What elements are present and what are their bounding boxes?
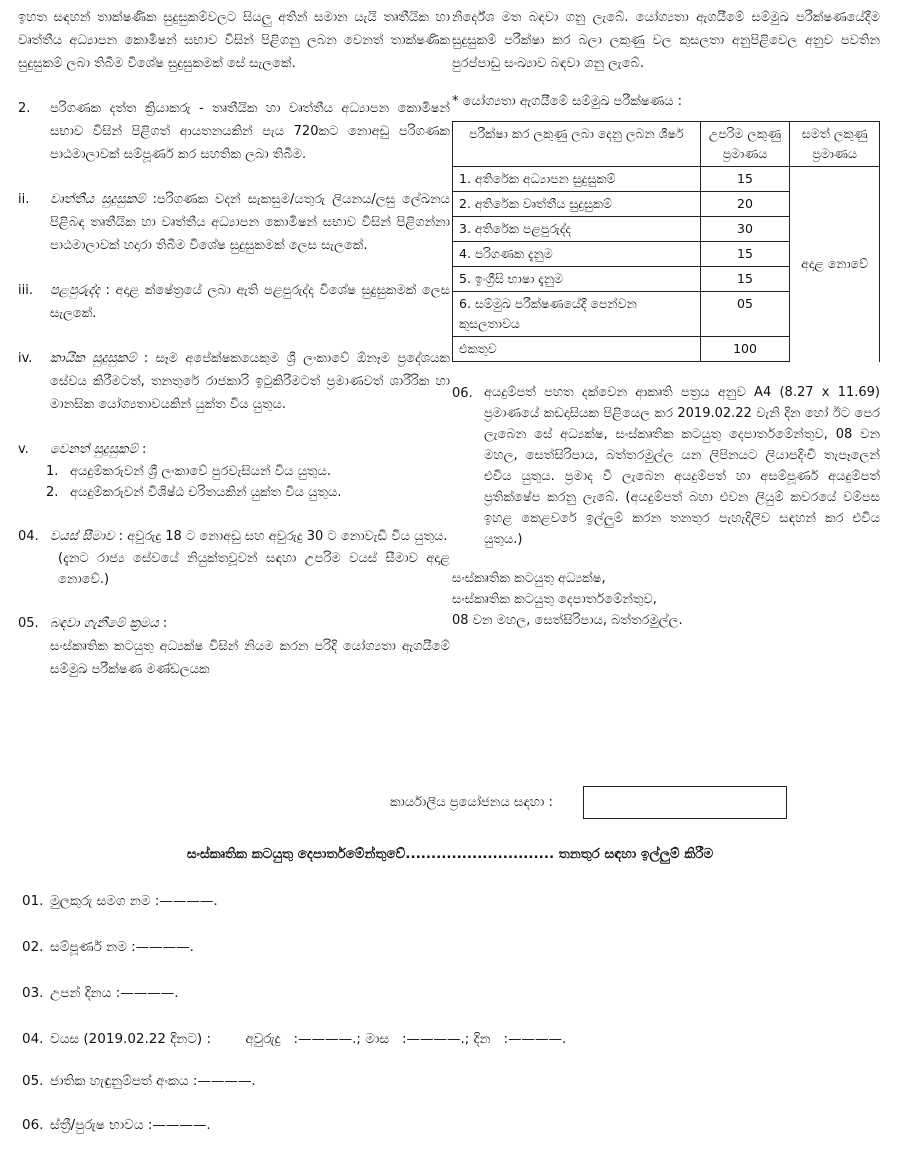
item-text: :: [158, 616, 168, 631]
item-heading: බඳවා ගැනීමේ ක්‍රමය: [50, 616, 159, 631]
item-text: අයදුම්පත් පහත දක්වෙන ආකෘති පත්‍රය අනුව A4 (8.27 x 11.69) ප්‍රමාණයේ කඩදාසියක පිළියෙල කර 2019.02.22 වැනි දින හෝ ඊට පෙර ලැබෙන සේ අධ්‍යක්ෂ, සංස්කෘතික කටයුතු දෙපාර්තමේන්තුව, 08 වන මහල, සෙත්සිරිපාය, බත්තරමුල්ල යන ලිපිනයට ලියාපදිංචි තැපෑලෙන් එවිය යුතුය. ප්‍රමාද වී ලැබෙන අයදුම්පත් හා අසම්පූර්ණ අයදුම්පත් ප්‍රතික්ෂේප කරනු ලැබේ. (අයදුම්පත් බහා එවන ලියුම් කවරයේ වම්පස ඉහළ කෙළවරේ ඉල්ලුම් කරන තනතුර පැහැදිලිව සඳහන් කර එවිය යුතුය.): [484, 385, 880, 547]
item-heading: කායික සුදුසුකම්: [50, 351, 137, 366]
table-header-row: [453, 122, 880, 167]
item-iii: [18, 279, 450, 325]
field-number: 05.: [22, 1073, 44, 1089]
age-note: (දැනට රාජ්‍ය සේවයේ නියුක්තවූවන් සඳහා උපරිම වයස් සීමාව අදාළ නොවේ.): [58, 551, 450, 587]
row-label: 1. අතිරේක අධ්‍යාපන සුදුසුකම්: [453, 167, 701, 192]
right-column: [452, 6, 880, 631]
row-label: 4. පරිගණක දැනුම: [453, 242, 701, 267]
row-label: 6. සම්මුඛ පරීක්ෂණයේදී පෙන්වන කුසලතාවය: [453, 292, 701, 337]
field-number: 02.: [22, 939, 44, 955]
row-value: 15: [700, 167, 790, 192]
item-2: [18, 97, 450, 166]
row-label: 2. අතිරේක වෘත්තීය සුදුසුකම්: [453, 192, 701, 217]
intro-paragraph: ඉහත සඳහන් තාක්ෂණික සුදුසුකම්වලට සියලු අතින් සමාන යැයි තෘතීයික හා වෘත්තීය අධ්‍යාපන කොමිෂන් සභාව විසින් පිළිගනු ලබන වෙනත් තාක්ෂණික සුදුසුකම් ලබා තිබීම විශේෂ සුදුසුකමක් සේ සැලකේ.: [18, 10, 450, 71]
item-number: 05.: [18, 616, 39, 631]
signature-block: [452, 568, 880, 631]
field-label: සම්පූර්ණ නම :————.: [50, 939, 194, 955]
row-value: 30: [700, 217, 790, 242]
intro-paragraph: නිර්දේශ මත බඳවා ගනු ලැබේ. යෝග්‍යතා ඇගයීමේ සම්මුඛ පරීක්ෂණයේදීම සුදුසුකම් පරීක්ෂා කර බලා ලකුණු වල කුසලතා අනුපිළිවෙල අනුව පවතින පුරප්පාඩු සංඛ්‍යාව බඳවා ගනු ලැබේ.: [452, 10, 880, 71]
item-v: [18, 438, 450, 461]
item-06: [452, 382, 880, 550]
item-heading: වයස් සීමාව: [50, 529, 115, 544]
sub-item-text: අයදුම්කරුවන් ශ්‍රී ලංකාවේ පුරවැසියන් විය යුතුය.: [70, 464, 331, 479]
row-label: 5. ඉංග්‍රීසි භාෂා දැනුම: [453, 267, 701, 292]
office-use-section: [390, 786, 787, 819]
sub-item-number: 2.: [46, 485, 59, 500]
item-number: 06.: [452, 386, 473, 401]
office-use-box: [583, 786, 787, 819]
field-label: වයස (2019.02.22 දිනට) : අවුරුදු :————.; මාස :————.; දින :————.: [50, 1031, 567, 1047]
row-value: 05: [700, 292, 790, 337]
office-use-label: කාර්යාලීය ප්‍රයෝජනය සඳහා :: [390, 795, 553, 810]
sub-item-text: අයදුම්කරුවන් විශිෂ්ඨ චරිතයකින් යුක්ත විය යුතුය.: [70, 485, 342, 500]
item-text: : අවුරුදු 18 ට නොඅඩු සහ අවුරුදු 30 ට නොවැඩි විය යුතුය.: [114, 529, 448, 544]
pass-marks-text: අදාළ නොවේ: [801, 256, 869, 272]
sub-item: [18, 482, 450, 503]
row-value: 15: [700, 242, 790, 267]
item-heading: වෙනත් සුදුසුකම්: [50, 442, 138, 457]
item-text: :: [137, 442, 147, 457]
total-value: 100: [700, 337, 790, 362]
item-ii: [18, 188, 450, 257]
column-header: පරීක්ෂා කර ලකුණු ලබා දෙනු ලබන ශීර්ෂ: [453, 122, 701, 167]
table-caption: * යෝග්‍යතා ඇගයීමේ සම්මුඛ පරීක්ෂණය :: [452, 94, 683, 109]
sub-item-number: 1.: [46, 464, 59, 479]
total-label: එකතුව: [453, 337, 701, 362]
item-text: පරිගණක දත්ත ක්‍රියාකරු - තෘතීයික හා වෘත්තීය අධ්‍යාපන කොමිෂන් සභාව විසින් පිළිගත් ආයතනයකින් පැය 720කට නොඅඩු පරිගණක පාඨමාලාවක් සම්පූර්ණ කර සහතික ලබා තිබීම.: [50, 101, 450, 162]
column-header: සමත් ලකුණු ප්‍රමාණය: [790, 122, 880, 167]
field-number: 03.: [22, 985, 44, 1001]
form-field-age: [22, 1031, 566, 1047]
field-label: ජාතික හැඳුනුම්පත් අංකය :————.: [50, 1073, 256, 1089]
item-number: v.: [18, 442, 29, 457]
item-04: [18, 525, 450, 590]
signature-line: 08 වන මහල, සෙත්සිරිපාය, බත්තරමුල්ල.: [452, 613, 683, 628]
row-value: 20: [700, 192, 790, 217]
field-label: මුලකුරු සමග නම :————.: [50, 893, 218, 909]
form-field-gender: [22, 1117, 211, 1133]
item-number: 2.: [18, 101, 31, 116]
table-row: [453, 167, 880, 192]
item-text: : සෑම අපේක්ෂකයෙකුම ශ්‍රී ලංකාවේ ඕනෑම ප්‍රදේශයක සේවය කිරීමටත්, තනතුරේ රාජකාරි ඉටුකිරීමටත් ප්‍රමාණවත් ශාරීරික හා මානසික යෝග්‍යතාවයකින් යුක්ත විය යුතුය.: [50, 351, 450, 412]
item-number: iv.: [18, 351, 33, 366]
row-label: 3. අතිරේක පළපුරුද්ද: [453, 217, 701, 242]
field-number: 06.: [22, 1117, 44, 1133]
item-05: [18, 612, 450, 681]
item-number: iii.: [18, 283, 33, 298]
marks-table: [452, 121, 880, 362]
pass-marks-cell: [790, 167, 880, 362]
field-label: ස්ත්‍රී/පුරුෂ භාවය :————.: [50, 1117, 211, 1133]
item-text: : අදාළ ක්ෂේත්‍රයේ ලබා ඇති පළපුරුද්ද විශේෂ සුදුසුකමක් ලෙස සැලකේ.: [50, 283, 450, 321]
item-body: සංස්කෘතික කටයුතු අධ්‍යක්ෂ විසින් නියම කරන පරිදි යෝග්‍යතා ඇගයීමේ සම්මුඛ පරීක්ෂණ මණ්ඩලයක: [50, 639, 450, 677]
field-number: 01.: [22, 893, 44, 909]
item-number: ii.: [18, 192, 30, 207]
form-field-nic-number: [22, 1073, 256, 1089]
column-header: උපරිම ලකුණු ප්‍රමාණය: [700, 122, 790, 167]
field-number: 04.: [22, 1031, 44, 1047]
item-heading: පළපුරුද්ද: [50, 283, 100, 298]
form-field-full-name: [22, 939, 194, 955]
form-field-birth-date: [22, 985, 179, 1001]
sub-item: [18, 461, 450, 482]
item-heading: වෘත්තීය සුදුසුකම්: [50, 192, 146, 207]
item-number: 04.: [18, 529, 39, 544]
form-field-name-initials: [22, 893, 218, 909]
item-iv: [18, 347, 450, 416]
field-label: උපන් දිනය :————.: [50, 985, 179, 1001]
item-text: :පරිගණක වදන් සැකසුම/යතුරු ලියනය/ලසු ලේඛනය පිළිබඳ තෘතීයික හා වෘත්තීය අධ්‍යාපන කොමිෂන් සභාව විසින් පිළිගන්නා පාඨමාලාවක් හදාරා තිබීම විශේෂ සුදුසුකමක් ලෙස සැලකේ.: [50, 192, 450, 253]
application-title: සංස්කෘතික කටයුතු දෙපාර්තමේන්තුවේ............................. තනතුර සඳහා ඉල්ලුම් කිරීම: [186, 846, 714, 862]
signature-line: සංස්කෘතික කටයුතු අධ්‍යක්ෂ,: [452, 571, 606, 586]
left-column: [18, 6, 450, 681]
signature-line: සංස්කෘතික කටයුතු දෙපාර්තමේන්තුව,: [452, 592, 657, 607]
row-value: 15: [700, 267, 790, 292]
